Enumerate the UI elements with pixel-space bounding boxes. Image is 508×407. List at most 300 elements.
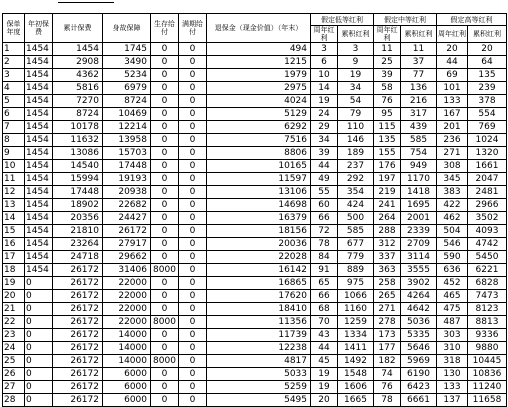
cell-low-year-bonus: 44 — [311, 160, 338, 173]
cell-death-cover: 29662 — [103, 251, 151, 264]
cell-year: 14 — [3, 212, 25, 225]
cell-maturity-benefit: 0 — [179, 290, 207, 303]
cell-cum-premium: 26172 — [53, 264, 103, 277]
cell-cum-premium: 26172 — [53, 277, 103, 290]
table-row — [3, 43, 507, 56]
cell-mid-cum-bonus: 1170 — [401, 173, 437, 186]
cell-survival-benefit: 8000 — [151, 316, 179, 329]
cell-year: 7 — [3, 121, 25, 134]
cell-year: 4 — [3, 82, 25, 95]
cell-high-year-bonus: 133 — [437, 381, 468, 394]
cell-cum-premium: 26172 — [53, 329, 103, 342]
cell-annual-premium: 0 — [25, 290, 53, 303]
cell-surrender-value: 494 — [207, 43, 311, 56]
cell-mid-cum-bonus: 2709 — [401, 238, 437, 251]
cell-death-cover: 31406 — [103, 264, 151, 277]
cell-high-year-bonus: 201 — [437, 121, 468, 134]
cell-high-cum-bonus: 378 — [468, 95, 507, 108]
header-maturity-benefit: 满期给付 — [179, 14, 207, 43]
cell-mid-cum-bonus: 77 — [401, 69, 437, 82]
cell-mid-cum-bonus: 585 — [401, 134, 437, 147]
cell-maturity-benefit: 0 — [179, 134, 207, 147]
cell-year: 24 — [3, 342, 25, 355]
table-row — [3, 212, 507, 225]
cell-maturity-benefit: 0 — [179, 225, 207, 238]
cell-cum-premium: 1454 — [53, 43, 103, 56]
cell-cum-premium: 24718 — [53, 251, 103, 264]
table-row — [3, 173, 507, 186]
cell-high-cum-bonus: 5450 — [468, 251, 507, 264]
cell-annual-premium: 1454 — [25, 264, 53, 277]
cell-annual-premium: 0 — [25, 303, 53, 316]
cell-low-year-bonus: 65 — [311, 277, 338, 290]
cell-cum-premium: 4362 — [53, 69, 103, 82]
cell-death-cover: 8724 — [103, 95, 151, 108]
cell-low-cum-bonus: 1411 — [338, 342, 374, 355]
cell-low-cum-bonus: 189 — [338, 147, 374, 160]
cell-year: 2 — [3, 56, 25, 69]
cell-maturity-benefit: 0 — [179, 342, 207, 355]
header-survival-benefit: 生存给付 — [151, 14, 179, 43]
table-row — [3, 186, 507, 199]
table-row — [3, 121, 507, 134]
cell-year: 17 — [3, 251, 25, 264]
table-row — [3, 394, 507, 407]
cell-mid-year-bonus: 58 — [374, 82, 401, 95]
cell-mid-year-bonus: 288 — [374, 225, 401, 238]
cell-year: 12 — [3, 186, 25, 199]
cell-low-year-bonus: 19 — [311, 381, 338, 394]
cell-death-cover: 27917 — [103, 238, 151, 251]
table-row — [3, 56, 507, 69]
cell-high-year-bonus: 236 — [437, 134, 468, 147]
cell-death-cover: 22000 — [103, 303, 151, 316]
cell-annual-premium: 1454 — [25, 251, 53, 264]
cell-low-cum-bonus: 1606 — [338, 381, 374, 394]
cell-year: 11 — [3, 173, 25, 186]
cell-high-year-bonus: 167 — [437, 108, 468, 121]
cell-mid-year-bonus: 176 — [374, 160, 401, 173]
cell-high-year-bonus: 345 — [437, 173, 468, 186]
cell-low-year-bonus: 10 — [311, 69, 338, 82]
cell-mid-year-bonus: 337 — [374, 251, 401, 264]
cell-low-cum-bonus: 1259 — [338, 316, 374, 329]
header-death-cover: 身故保障 — [103, 14, 151, 43]
cell-low-cum-bonus: 19 — [338, 69, 374, 82]
cell-maturity-benefit: 0 — [179, 56, 207, 69]
cell-death-cover: 17448 — [103, 160, 151, 173]
cell-maturity-benefit: 0 — [179, 264, 207, 277]
cell-high-cum-bonus: 4742 — [468, 238, 507, 251]
table-row — [3, 108, 507, 121]
cell-year: 15 — [3, 225, 25, 238]
cell-surrender-value: 10165 — [207, 160, 311, 173]
header-low-cum-bonus: 累积红利 — [338, 26, 374, 43]
cell-surrender-value: 6292 — [207, 121, 311, 134]
cell-mid-cum-bonus: 5969 — [401, 355, 437, 368]
cell-low-cum-bonus: 9 — [338, 56, 374, 69]
cell-year: 21 — [3, 303, 25, 316]
cell-surrender-value: 16865 — [207, 277, 311, 290]
cell-cum-premium: 26172 — [53, 381, 103, 394]
cell-survival-benefit: 0 — [151, 290, 179, 303]
cell-maturity-benefit: 0 — [179, 43, 207, 56]
cell-low-cum-bonus: 354 — [338, 186, 374, 199]
cell-maturity-benefit: 0 — [179, 160, 207, 173]
cell-year: 16 — [3, 238, 25, 251]
cell-maturity-benefit: 0 — [179, 95, 207, 108]
cell-annual-premium: 0 — [25, 368, 53, 381]
cell-surrender-value: 1979 — [207, 69, 311, 82]
table-row — [3, 316, 507, 329]
cell-annual-premium: 1454 — [25, 173, 53, 186]
cell-high-year-bonus: 20 — [437, 43, 468, 56]
cell-low-year-bonus: 68 — [311, 303, 338, 316]
cell-death-cover: 22000 — [103, 277, 151, 290]
cell-death-cover: 6979 — [103, 82, 151, 95]
cell-mid-year-bonus: 74 — [374, 368, 401, 381]
cell-maturity-benefit: 0 — [179, 212, 207, 225]
cell-year: 1 — [3, 43, 25, 56]
header-group-mid: 假定中等红利 — [374, 14, 437, 26]
cell-annual-premium: 1454 — [25, 186, 53, 199]
cell-surrender-value: 5259 — [207, 381, 311, 394]
cell-cum-premium: 26172 — [53, 355, 103, 368]
cell-annual-premium: 0 — [25, 277, 53, 290]
cell-surrender-value: 8806 — [207, 147, 311, 160]
cell-low-year-bonus: 60 — [311, 199, 338, 212]
header-underline — [58, 2, 114, 3]
cell-mid-year-bonus: 76 — [374, 95, 401, 108]
cell-year: 25 — [3, 355, 25, 368]
table-row — [3, 251, 507, 264]
cell-annual-premium: 0 — [25, 342, 53, 355]
cell-high-year-bonus: 546 — [437, 238, 468, 251]
cell-high-year-bonus: 44 — [437, 56, 468, 69]
cell-mid-cum-bonus: 216 — [401, 95, 437, 108]
cell-cum-premium: 7270 — [53, 95, 103, 108]
cell-mid-cum-bonus: 5646 — [401, 342, 437, 355]
cell-survival-benefit: 0 — [151, 160, 179, 173]
cell-low-year-bonus: 43 — [311, 329, 338, 342]
cell-annual-premium: 0 — [25, 329, 53, 342]
cell-low-year-bonus: 44 — [311, 342, 338, 355]
cell-mid-year-bonus: 264 — [374, 212, 401, 225]
cell-high-cum-bonus: 1661 — [468, 160, 507, 173]
cell-high-cum-bonus: 1024 — [468, 134, 507, 147]
cell-survival-benefit: 0 — [151, 121, 179, 134]
cell-mid-cum-bonus: 3555 — [401, 264, 437, 277]
cell-high-cum-bonus: 8123 — [468, 303, 507, 316]
cell-year: 18 — [3, 264, 25, 277]
cell-maturity-benefit: 0 — [179, 82, 207, 95]
table-row — [3, 290, 507, 303]
cell-mid-cum-bonus: 949 — [401, 160, 437, 173]
cell-surrender-value: 14698 — [207, 199, 311, 212]
cell-high-cum-bonus: 9880 — [468, 342, 507, 355]
cell-low-year-bonus: 45 — [311, 355, 338, 368]
cell-low-year-bonus: 78 — [311, 238, 338, 251]
cell-mid-cum-bonus: 1695 — [401, 199, 437, 212]
cell-survival-benefit: 8000 — [151, 355, 179, 368]
cell-survival-benefit: 0 — [151, 212, 179, 225]
cell-low-year-bonus: 66 — [311, 212, 338, 225]
cell-cum-premium: 2908 — [53, 56, 103, 69]
cell-surrender-value: 12238 — [207, 342, 311, 355]
cell-high-cum-bonus: 10445 — [468, 355, 507, 368]
cell-cum-premium: 23264 — [53, 238, 103, 251]
cell-cum-premium: 26172 — [53, 394, 103, 407]
cell-maturity-benefit: 0 — [179, 69, 207, 82]
cell-mid-cum-bonus: 4264 — [401, 290, 437, 303]
cell-death-cover: 10469 — [103, 108, 151, 121]
cell-cum-premium: 11632 — [53, 134, 103, 147]
cell-high-cum-bonus: 10836 — [468, 368, 507, 381]
table-row — [3, 264, 507, 277]
cell-mid-year-bonus: 78 — [374, 394, 401, 407]
cell-death-cover: 14000 — [103, 342, 151, 355]
cell-low-cum-bonus: 889 — [338, 264, 374, 277]
cell-mid-cum-bonus: 3902 — [401, 277, 437, 290]
table-row — [3, 199, 507, 212]
cell-maturity-benefit: 0 — [179, 251, 207, 264]
cell-low-year-bonus: 34 — [311, 134, 338, 147]
cell-surrender-value: 20036 — [207, 238, 311, 251]
table-row — [3, 381, 507, 394]
cell-survival-benefit: 0 — [151, 368, 179, 381]
cell-survival-benefit: 0 — [151, 381, 179, 394]
cell-death-cover: 12214 — [103, 121, 151, 134]
cell-maturity-benefit: 0 — [179, 303, 207, 316]
cell-low-cum-bonus: 1160 — [338, 303, 374, 316]
table-row — [3, 82, 507, 95]
cell-death-cover: 24427 — [103, 212, 151, 225]
cell-death-cover: 14000 — [103, 329, 151, 342]
table-row — [3, 225, 507, 238]
cell-high-year-bonus: 462 — [437, 212, 468, 225]
cell-survival-benefit: 0 — [151, 186, 179, 199]
header-high-year-bonus: 周年红利 — [437, 26, 468, 43]
cell-annual-premium: 1454 — [25, 69, 53, 82]
cell-year: 28 — [3, 394, 25, 407]
cell-low-cum-bonus: 585 — [338, 225, 374, 238]
cell-death-cover: 6000 — [103, 381, 151, 394]
table-row — [3, 277, 507, 290]
cell-cum-premium: 15994 — [53, 173, 103, 186]
cell-low-year-bonus: 49 — [311, 173, 338, 186]
cell-low-year-bonus: 24 — [311, 108, 338, 121]
cell-mid-year-bonus: 197 — [374, 173, 401, 186]
cell-high-year-bonus: 303 — [437, 329, 468, 342]
cell-low-cum-bonus: 237 — [338, 160, 374, 173]
cell-year: 6 — [3, 108, 25, 121]
cell-survival-benefit: 0 — [151, 394, 179, 407]
cell-surrender-value: 4817 — [207, 355, 311, 368]
cell-survival-benefit: 0 — [151, 173, 179, 186]
cell-high-cum-bonus: 4093 — [468, 225, 507, 238]
cell-mid-year-bonus: 177 — [374, 342, 401, 355]
cell-annual-premium: 1454 — [25, 134, 53, 147]
cell-mid-cum-bonus: 2339 — [401, 225, 437, 238]
cell-mid-year-bonus: 95 — [374, 108, 401, 121]
cell-low-year-bonus: 84 — [311, 251, 338, 264]
cell-low-cum-bonus: 779 — [338, 251, 374, 264]
cell-year: 8 — [3, 134, 25, 147]
cell-survival-benefit: 0 — [151, 95, 179, 108]
cell-high-cum-bonus: 1320 — [468, 147, 507, 160]
header-year: 保单年度 — [3, 14, 25, 43]
cell-mid-year-bonus: 155 — [374, 147, 401, 160]
cell-surrender-value: 7516 — [207, 134, 311, 147]
cell-annual-premium: 1454 — [25, 238, 53, 251]
cell-maturity-benefit: 0 — [179, 121, 207, 134]
cell-high-year-bonus: 487 — [437, 316, 468, 329]
cell-low-cum-bonus: 1665 — [338, 394, 374, 407]
cell-year: 13 — [3, 199, 25, 212]
header-high-cum-bonus: 累积红利 — [468, 26, 507, 43]
cell-maturity-benefit: 0 — [179, 199, 207, 212]
cell-low-cum-bonus: 1066 — [338, 290, 374, 303]
cell-surrender-value: 22028 — [207, 251, 311, 264]
cell-cum-premium: 26172 — [53, 368, 103, 381]
cell-low-year-bonus: 29 — [311, 121, 338, 134]
cell-surrender-value: 16379 — [207, 212, 311, 225]
cell-year: 9 — [3, 147, 25, 160]
cell-high-year-bonus: 504 — [437, 225, 468, 238]
cell-year: 5 — [3, 95, 25, 108]
cell-high-year-bonus: 422 — [437, 199, 468, 212]
cell-high-cum-bonus: 64 — [468, 56, 507, 69]
cell-mid-cum-bonus: 6190 — [401, 368, 437, 381]
cell-death-cover: 20938 — [103, 186, 151, 199]
cell-maturity-benefit: 0 — [179, 381, 207, 394]
cell-high-year-bonus: 475 — [437, 303, 468, 316]
cell-cum-premium: 26172 — [53, 316, 103, 329]
cell-high-cum-bonus: 769 — [468, 121, 507, 134]
cell-low-cum-bonus: 1492 — [338, 355, 374, 368]
cell-survival-benefit: 0 — [151, 251, 179, 264]
cell-death-cover: 3490 — [103, 56, 151, 69]
cell-mid-year-bonus: 363 — [374, 264, 401, 277]
cell-mid-year-bonus: 76 — [374, 381, 401, 394]
cell-survival-benefit: 0 — [151, 199, 179, 212]
cell-low-cum-bonus: 677 — [338, 238, 374, 251]
cell-high-year-bonus: 465 — [437, 290, 468, 303]
cell-surrender-value: 11739 — [207, 329, 311, 342]
cell-survival-benefit: 0 — [151, 147, 179, 160]
cell-annual-premium: 1454 — [25, 199, 53, 212]
cell-mid-cum-bonus: 5036 — [401, 316, 437, 329]
cell-annual-premium: 0 — [25, 381, 53, 394]
cell-mid-year-bonus: 182 — [374, 355, 401, 368]
table-row — [3, 342, 507, 355]
cell-high-cum-bonus: 7473 — [468, 290, 507, 303]
cell-low-cum-bonus: 110 — [338, 121, 374, 134]
header-group-low: 假定低等红利 — [311, 14, 374, 26]
cell-mid-cum-bonus: 2001 — [401, 212, 437, 225]
cell-mid-cum-bonus: 136 — [401, 82, 437, 95]
cell-high-year-bonus: 310 — [437, 342, 468, 355]
cell-death-cover: 1745 — [103, 43, 151, 56]
cell-death-cover: 22682 — [103, 199, 151, 212]
cell-high-year-bonus: 452 — [437, 277, 468, 290]
cell-cum-premium: 10178 — [53, 121, 103, 134]
cell-mid-cum-bonus: 11 — [401, 43, 437, 56]
cell-mid-year-bonus: 39 — [374, 69, 401, 82]
cell-high-cum-bonus: 6221 — [468, 264, 507, 277]
cell-high-year-bonus: 130 — [437, 368, 468, 381]
cell-mid-cum-bonus: 3114 — [401, 251, 437, 264]
cell-mid-cum-bonus: 4642 — [401, 303, 437, 316]
cell-maturity-benefit: 0 — [179, 108, 207, 121]
cell-annual-premium: 1454 — [25, 147, 53, 160]
cell-survival-benefit: 0 — [151, 277, 179, 290]
cell-annual-premium: 0 — [25, 394, 53, 407]
cell-surrender-value: 16142 — [207, 264, 311, 277]
cell-low-cum-bonus: 1548 — [338, 368, 374, 381]
cell-year: 26 — [3, 368, 25, 381]
cell-mid-year-bonus: 173 — [374, 329, 401, 342]
cell-survival-benefit: 0 — [151, 225, 179, 238]
cell-mid-year-bonus: 312 — [374, 238, 401, 251]
cell-survival-benefit: 0 — [151, 69, 179, 82]
cell-surrender-value: 11597 — [207, 173, 311, 186]
cell-death-cover: 14000 — [103, 355, 151, 368]
cell-annual-premium: 0 — [25, 316, 53, 329]
cell-surrender-value: 5033 — [207, 368, 311, 381]
cell-cum-premium: 13086 — [53, 147, 103, 160]
table-row — [3, 134, 507, 147]
table-row — [3, 95, 507, 108]
cell-low-year-bonus: 19 — [311, 368, 338, 381]
header-low-year-bonus: 周年红利 — [311, 26, 338, 43]
cell-maturity-benefit: 0 — [179, 316, 207, 329]
cell-death-cover: 6000 — [103, 394, 151, 407]
cell-maturity-benefit: 0 — [179, 173, 207, 186]
cell-high-year-bonus: 308 — [437, 160, 468, 173]
cell-mid-year-bonus: 135 — [374, 134, 401, 147]
cell-high-cum-bonus: 8813 — [468, 316, 507, 329]
cell-mid-cum-bonus: 754 — [401, 147, 437, 160]
cell-annual-premium: 1454 — [25, 95, 53, 108]
cell-death-cover: 6000 — [103, 368, 151, 381]
cell-surrender-value: 4024 — [207, 95, 311, 108]
cell-surrender-value: 5495 — [207, 394, 311, 407]
cell-low-cum-bonus: 292 — [338, 173, 374, 186]
cell-survival-benefit: 0 — [151, 303, 179, 316]
cell-cum-premium: 5816 — [53, 82, 103, 95]
cell-maturity-benefit: 0 — [179, 368, 207, 381]
cell-high-cum-bonus: 239 — [468, 82, 507, 95]
cell-maturity-benefit: 0 — [179, 186, 207, 199]
cell-death-cover: 19193 — [103, 173, 151, 186]
cell-high-cum-bonus: 2047 — [468, 173, 507, 186]
cell-surrender-value: 18156 — [207, 225, 311, 238]
cell-year: 3 — [3, 69, 25, 82]
cell-surrender-value: 1215 — [207, 56, 311, 69]
cell-high-year-bonus: 318 — [437, 355, 468, 368]
cell-cum-premium: 20356 — [53, 212, 103, 225]
cell-surrender-value: 11356 — [207, 316, 311, 329]
cell-annual-premium: 1454 — [25, 108, 53, 121]
cell-maturity-benefit: 0 — [179, 277, 207, 290]
header-surrender-value: 退保金（现金价值）（年末） — [207, 14, 311, 43]
cell-survival-benefit: 0 — [151, 43, 179, 56]
header-group-high: 假定高等红利 — [437, 14, 507, 26]
cell-annual-premium: 1454 — [25, 121, 53, 134]
cell-high-year-bonus: 383 — [437, 186, 468, 199]
header-mid-year-bonus: 周年红利 — [374, 26, 401, 43]
